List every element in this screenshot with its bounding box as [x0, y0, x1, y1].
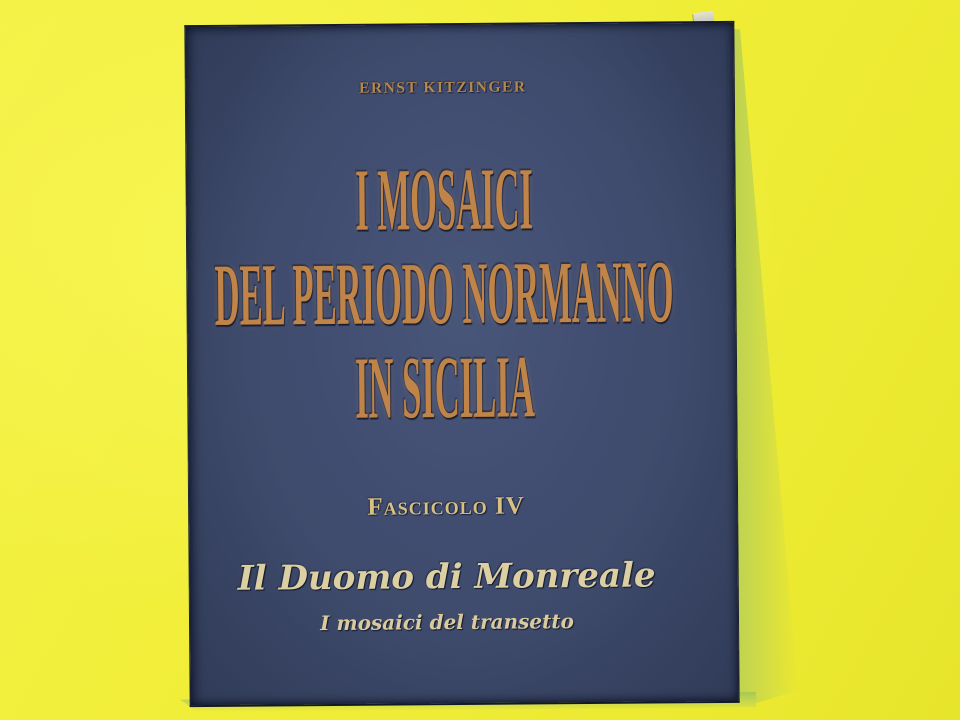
book-cover [184, 21, 739, 707]
fascicle-label: Fascicolo IV [367, 492, 525, 521]
book-title [186, 150, 702, 439]
title-line [186, 150, 701, 251]
author-name: ERNST KITZINGER [359, 78, 527, 97]
title-line-text: IN SICILIA [355, 338, 536, 439]
title-line [188, 338, 703, 439]
title-line-text: DEL PERIODO NORMANNO [214, 243, 675, 346]
title-line [187, 243, 702, 346]
subtitle: Il Duomo di Monreale [237, 555, 656, 599]
title-line-text: I MOSAICI [354, 150, 533, 251]
subsubtitle: I mosaici del transetto [320, 609, 574, 636]
